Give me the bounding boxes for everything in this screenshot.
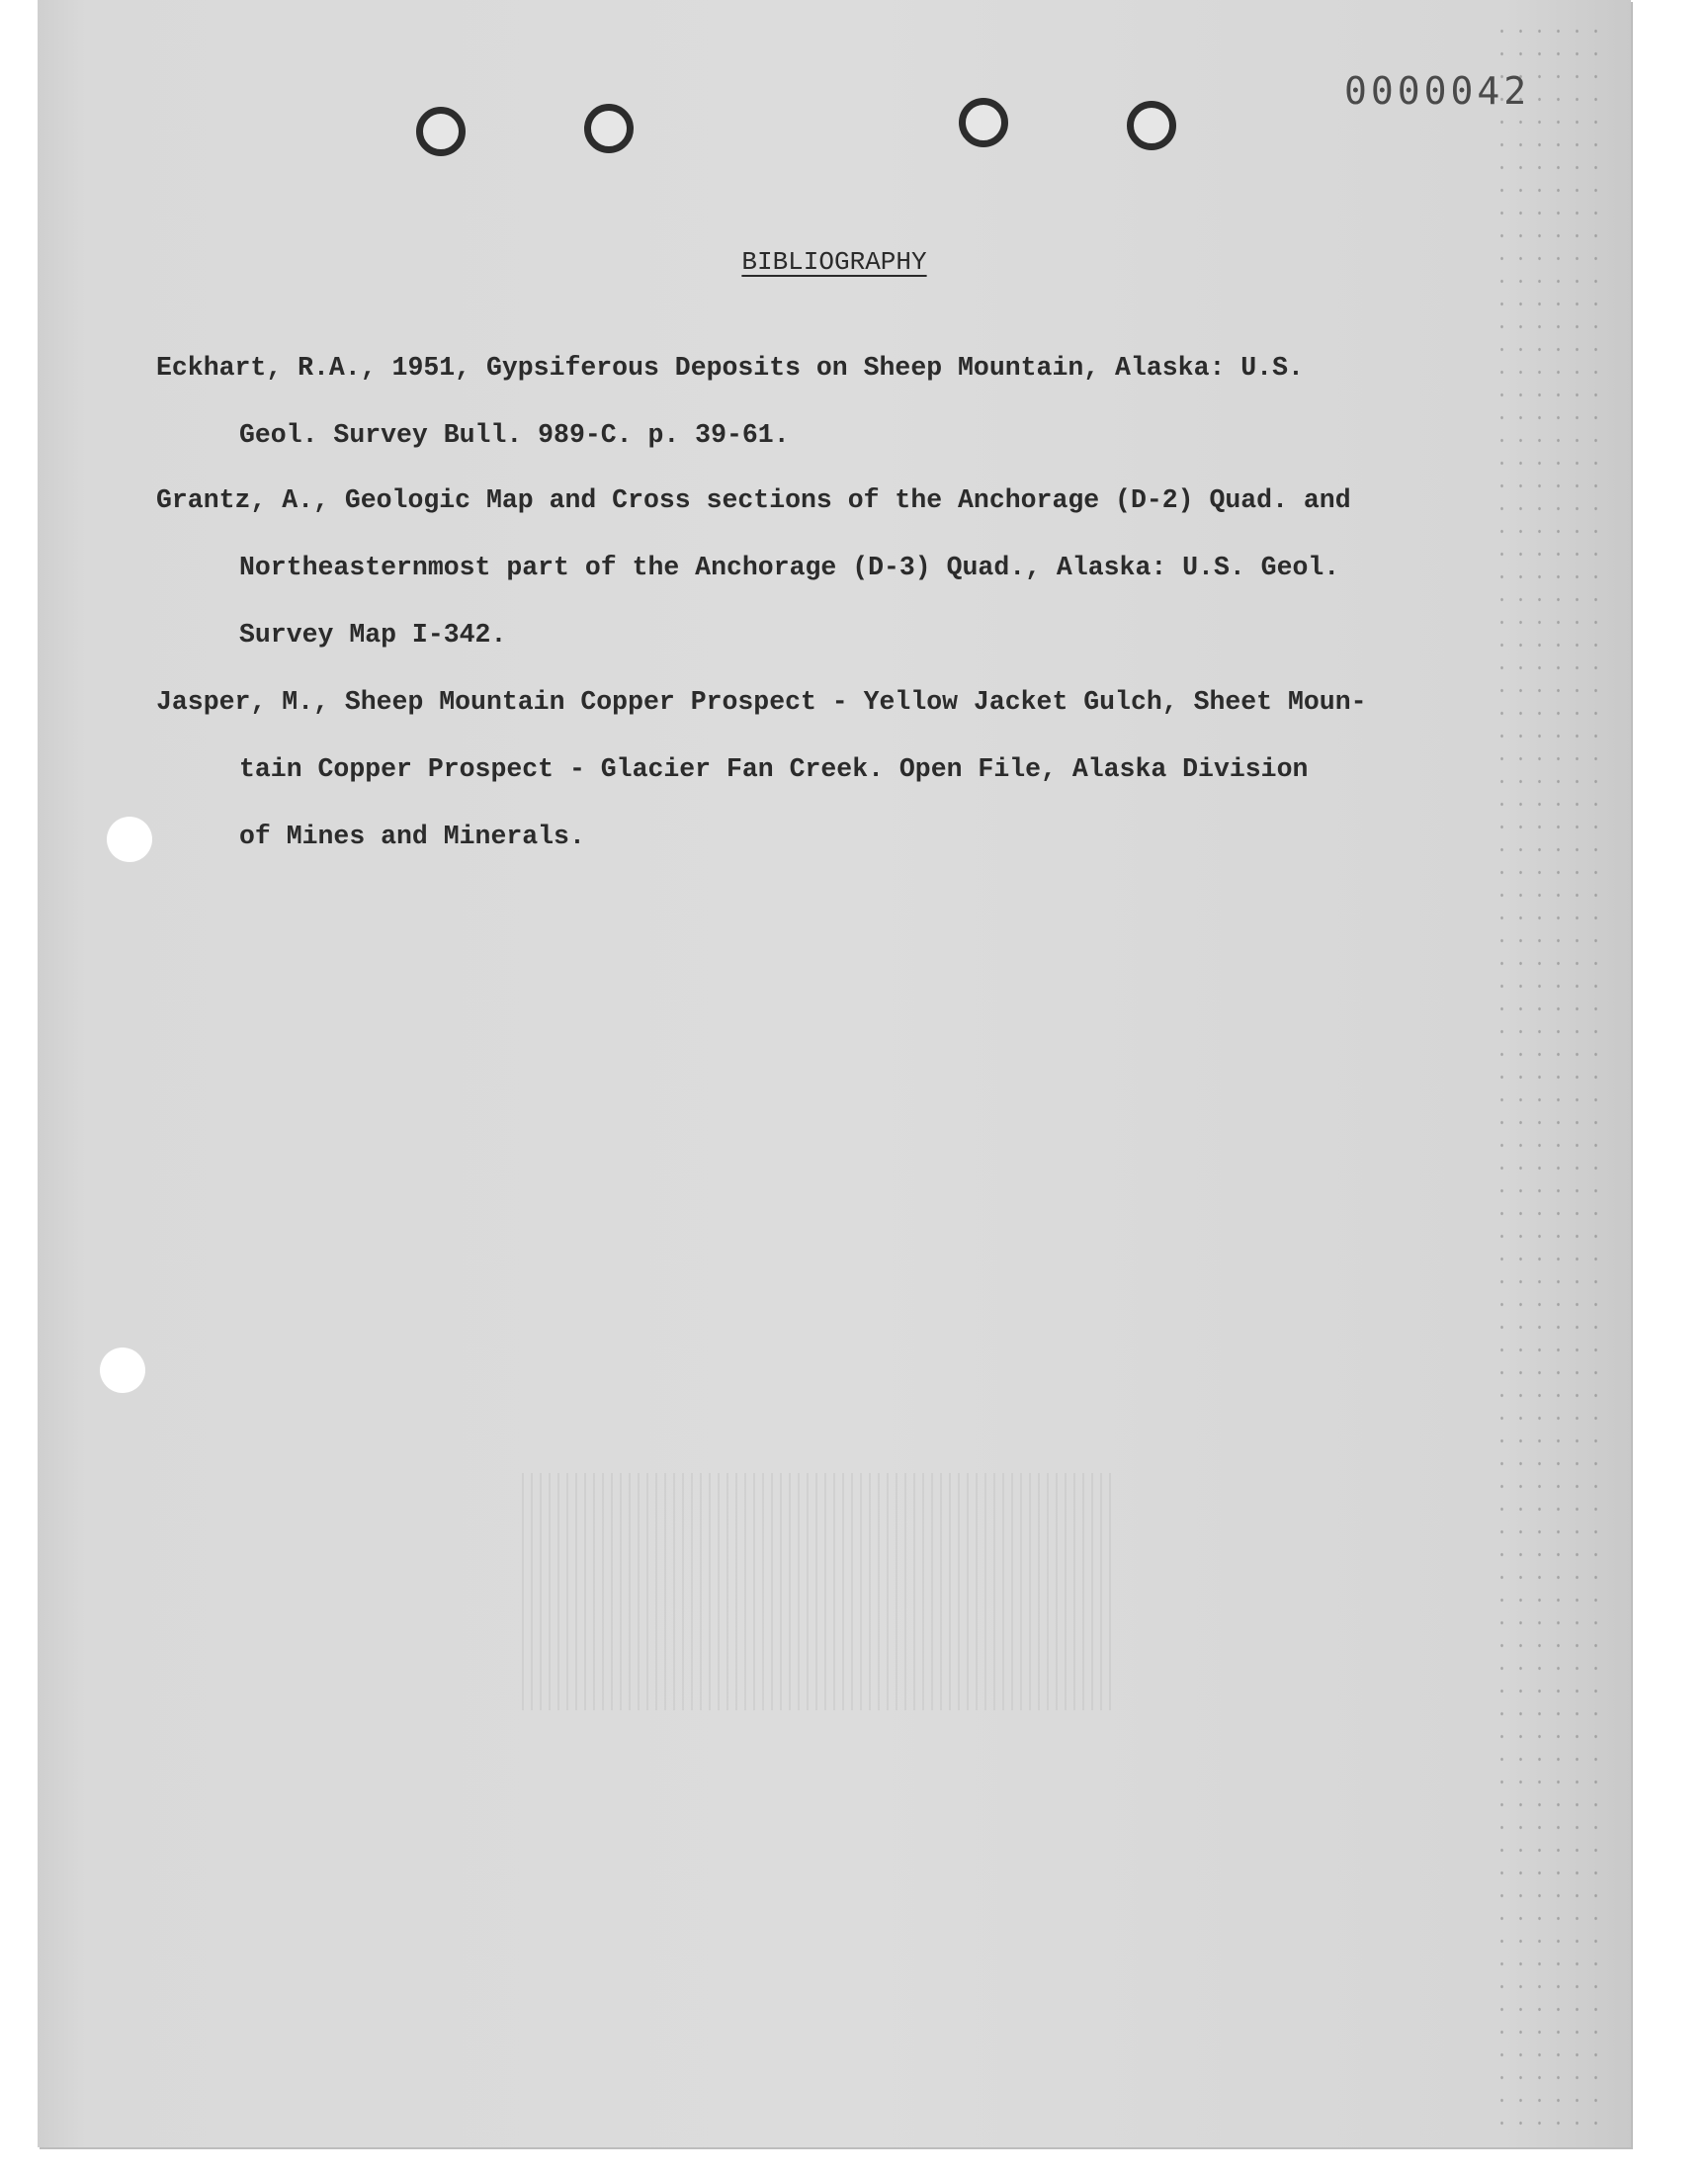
paper-sheet <box>38 0 1631 2147</box>
entry-line: Eckhart, R.A., 1951, Gypsiferous Deposits on Sheep Mountain, Alaska: U.S. <box>156 353 1304 383</box>
punch-hole-upper <box>107 817 152 862</box>
entry-line: of Mines and Minerals. <box>239 822 585 851</box>
scan-edge-noise <box>1493 20 1601 2126</box>
bleed-through-marks <box>522 1473 1115 1710</box>
entry-line: Geol. Survey Bull. 989-C. p. 39-61. <box>239 420 790 450</box>
binder-ring-4 <box>1127 101 1176 150</box>
entry-line: tain Copper Prospect - Glacier Fan Creek. Open File, Alaska Division <box>239 754 1309 784</box>
binder-ring-3 <box>959 98 1008 147</box>
entry-line: Northeasternmost part of the Anchorage (D-3) Quad., Alaska: U.S. Geol. <box>239 553 1340 582</box>
binder-ring-2 <box>584 104 634 153</box>
document-number-stamp: 0000042 <box>1344 69 1531 113</box>
bibliography-entry-eckhart <box>156 334 1304 469</box>
binder-ring-1 <box>416 107 466 156</box>
entry-line: Survey Map I-342. <box>239 620 507 650</box>
entry-line: Jasper, M., Sheep Mountain Copper Prospect - Yellow Jacket Gulch, Sheet Moun- <box>156 687 1367 717</box>
entry-line: Grantz, A., Geologic Map and Cross sections of the Anchorage (D-2) Quad. and <box>156 485 1351 515</box>
bibliography-entry-jasper <box>156 668 1367 870</box>
bibliography-entry-grantz <box>156 467 1351 668</box>
punch-hole-lower <box>100 1348 145 1393</box>
page-title: BIBLIOGRAPHY <box>741 247 927 277</box>
